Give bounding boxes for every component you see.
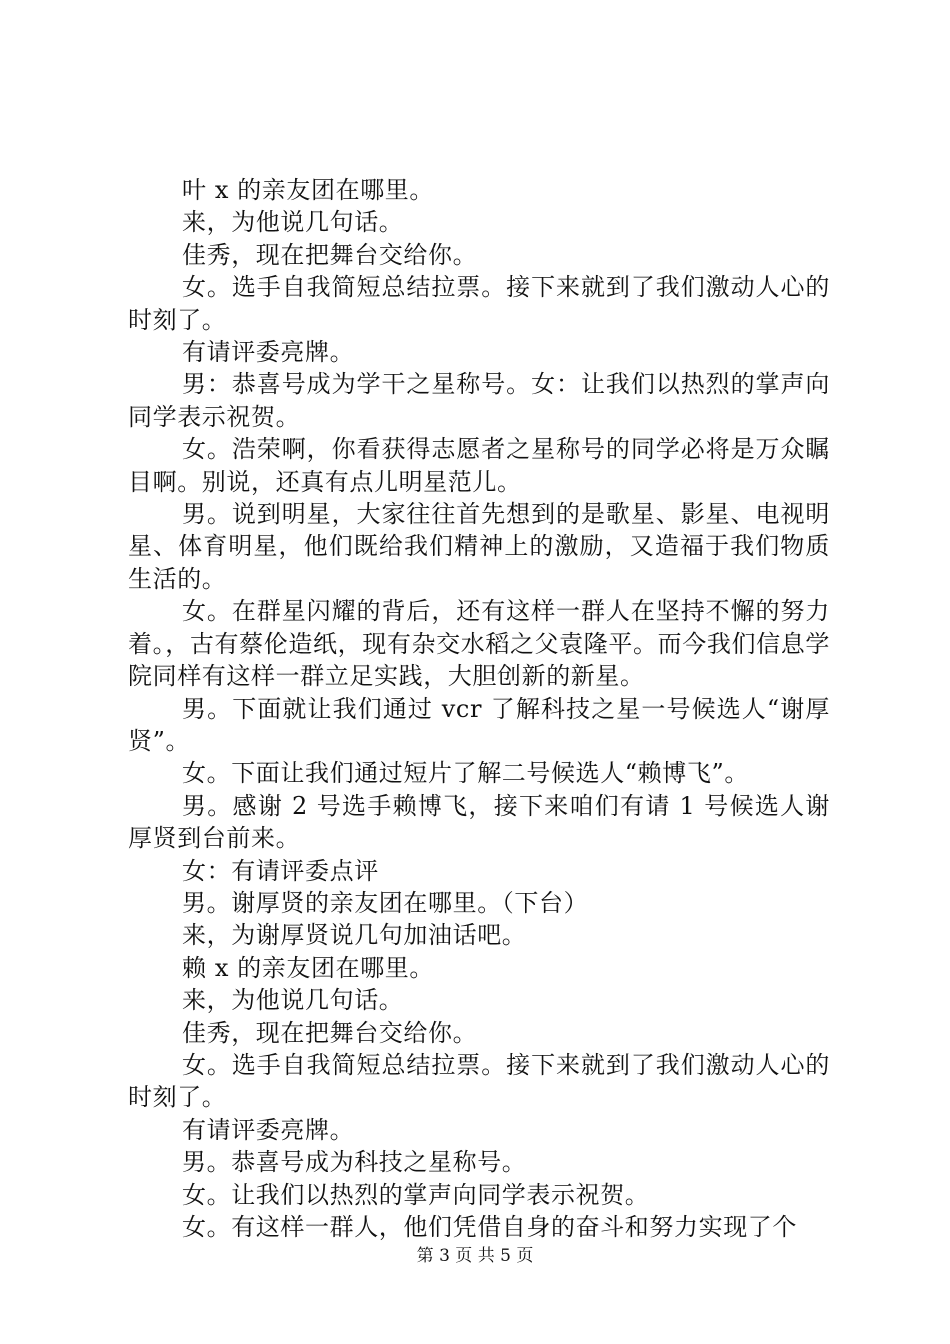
paragraph: 女。选手自我简短总结拉票。接下来就到了我们激动人心的时刻了。 xyxy=(128,273,830,334)
paragraph: 男。感谢 2 号选手赖博飞，接下来咱们有请 1 号候选人谢厚贤到台前来。 xyxy=(128,791,830,853)
paragraph: 女。让我们以热烈的掌声向同学表示祝贺。 xyxy=(182,1180,650,1209)
paragraph: 女。在群星闪耀的背后，还有这样一群人在坚持不懈的努力着。，古有蔡伦造纸，现有杂交水稻之父袁隆平。而今我们信息学院同样有这样一群立足实践，大胆创新的新星。 xyxy=(128,597,830,691)
paragraph: 女。下面让我们通过短片了解二号候选人“赖博飞”。 xyxy=(182,759,749,788)
page-number-footer: 第 3 页 共 5 页 xyxy=(416,1246,534,1266)
paragraph: 男。说到明星，大家往往首先想到的是歌星、影星、电视明星、体育明星，他们既给我们精神上的激励，又造福于我们物质生活的。 xyxy=(128,500,830,593)
paragraph: 来，为他说几句话。 xyxy=(182,208,404,237)
paragraph: 男。下面就让我们通过 vcr 了解科技之星一号候选人“谢厚贤”。 xyxy=(128,694,830,755)
paragraph: 男。谢厚贤的亲友团在哪里。（下台） xyxy=(182,888,589,917)
paragraph: 女。浩荣啊，你看获得志愿者之星称号的同学必将是万众瞩目啊。别说，还真有点儿明星范儿。 xyxy=(128,435,830,496)
document-body xyxy=(128,174,830,1243)
paragraph: 佳秀，现在把舞台交给你。 xyxy=(182,240,478,269)
paragraph: 来，为谢厚贤说几句加油话吧。 xyxy=(182,921,527,950)
paragraph: 男。恭喜号成为科技之星称号。 xyxy=(182,1148,527,1177)
paragraph: 有请评委亮牌。 xyxy=(182,338,355,367)
paragraph: 女：有请评委点评 xyxy=(182,856,379,885)
paragraph: 有请评委亮牌。 xyxy=(182,1115,355,1144)
paragraph: 佳秀，现在把舞台交给你。 xyxy=(182,1018,478,1047)
paragraph: 女。有这样一群人，他们凭借自身的奋斗和努力实现了个 xyxy=(182,1213,797,1241)
paragraph: 来，为他说几句话。 xyxy=(182,986,404,1015)
paragraph: 赖 x 的亲友团在哪里。 xyxy=(182,953,434,982)
paragraph: 男：恭喜号成为学干之星称号。女：让我们以热烈的掌声向同学表示祝贺。 xyxy=(128,370,830,431)
paragraph: 叶 x 的亲友团在哪里。 xyxy=(182,176,434,204)
paragraph: 女。选手自我简短总结拉票。接下来就到了我们激动人心的时刻了。 xyxy=(128,1050,830,1112)
